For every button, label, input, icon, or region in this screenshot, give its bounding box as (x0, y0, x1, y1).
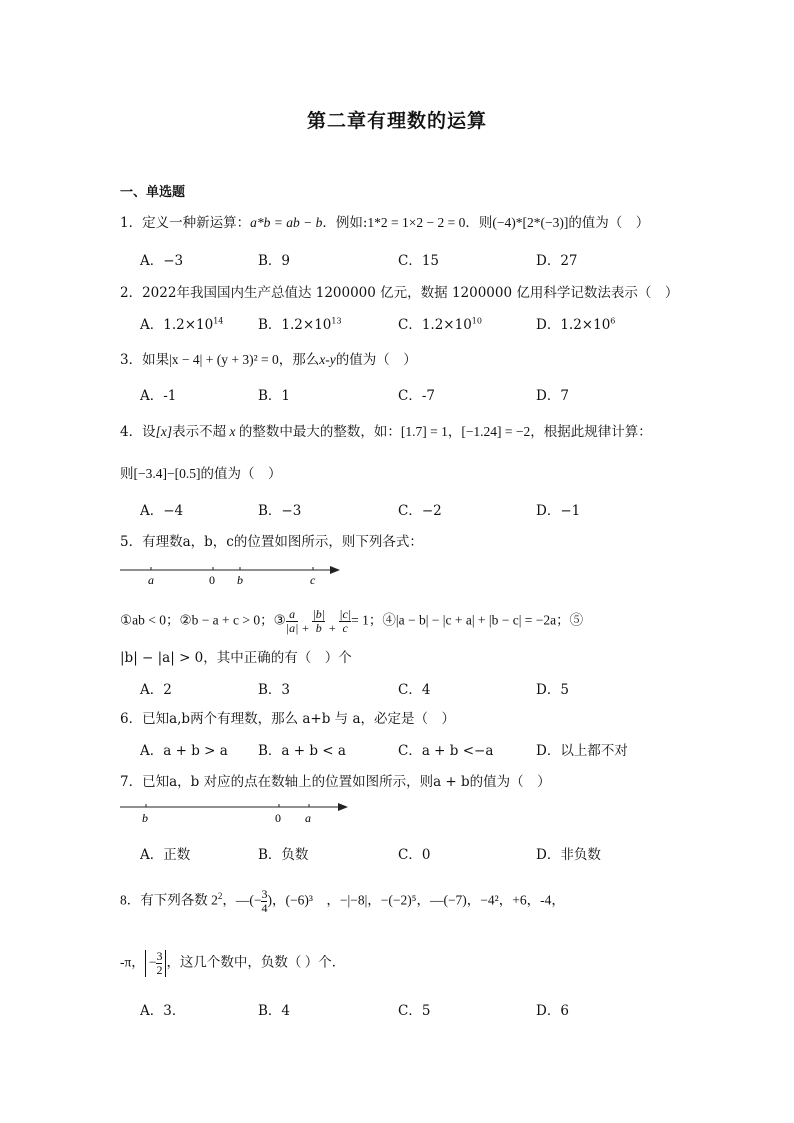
option-c[interactable]: C．0 (398, 847, 431, 863)
question-6: 6．已知a,b两个有理数，那么 a+b 与 a，必定是（ ） (120, 711, 455, 727)
arrow-head (338, 803, 348, 811)
option-b[interactable]: B．负数 (258, 847, 309, 863)
option-a[interactable]: A．−4 (140, 503, 184, 519)
axis-label-c: c (310, 573, 316, 587)
question-1: 1．定义一种新运算：a*b = ab − b．例如:1*2 = 1×2 − 2 = 0．则(−4)*[2*(−3)]的值为（ ） (120, 215, 650, 231)
option-b[interactable]: B．4 (258, 1003, 291, 1019)
axis-label-a: a (148, 573, 154, 587)
question-4-line-2: 则[−3.4]−[0.5]的值为（ ） (120, 466, 282, 482)
fraction-sum: $\frac{a}{|a|}$ + $\frac{|b|}{b}$ + $\frac{|c|}{c}$ (285, 607, 352, 635)
option-a[interactable]: A．-1 (140, 388, 177, 404)
option-a[interactable]: A．a + b > a (140, 743, 228, 759)
question-4: 4．设[x]表示不超 x 的整数中最大的整数，如：[1.7] = 1，[−1.24] = −2，根据此规律计算： (120, 424, 652, 440)
question-8-line-2: -π， − $\frac{3}{2}$ ，这几个数中，负数（ ）个． (120, 949, 346, 977)
question-2: 2．2022年我国国内生产总值达 1200000 亿元，数据 1200000 亿用科学记数法表示（ ） (120, 285, 679, 301)
option-b[interactable]: B．3 (258, 682, 291, 698)
option-c[interactable]: C．5 (398, 1003, 431, 1019)
option-a[interactable]: A．3． (140, 1003, 186, 1019)
option-a[interactable]: A．2 (140, 682, 172, 698)
option-b[interactable]: B．$1.2\times 10^{13}$ (258, 316, 342, 333)
page-title: 第二章有理数的运算 (306, 110, 487, 132)
option-b[interactable]: B．9 (258, 253, 291, 269)
axis-label-b: b (142, 811, 148, 825)
option-b[interactable]: B．−3 (258, 503, 302, 519)
question-3: 3．如果|x − 4| + (y + 3)² = 0，那么x-y的值为（ ） (120, 352, 417, 368)
option-d[interactable]: D．27 (536, 253, 578, 269)
option-a[interactable]: A．−3 (140, 253, 184, 269)
option-c[interactable]: C．15 (398, 253, 440, 269)
axis-label-b: b (237, 573, 243, 587)
question-5-line-3: |b| − |a| > 0，其中正确的有（ ）个 (120, 650, 352, 666)
number-line-q7 (118, 797, 358, 827)
q1-definition: a*b = ab − b (250, 215, 323, 230)
option-d[interactable]: D．7 (536, 388, 569, 404)
option-d[interactable]: D．非负数 (536, 847, 601, 863)
q3-expression: |x − 4| + (y + 3)² = 0 (169, 352, 279, 367)
option-d[interactable]: D．−1 (536, 503, 581, 519)
option-d[interactable]: D．以上都不对 (536, 743, 628, 759)
section-heading: 一、单选题 (120, 185, 186, 200)
q1-example: 1*2 = 1×2 − 2 = 0 (367, 215, 466, 230)
number-line-q5 (118, 560, 348, 590)
option-d[interactable]: D．6 (536, 1003, 569, 1019)
option-b[interactable]: B．1 (258, 388, 291, 404)
axis-label-a: a (305, 811, 311, 825)
option-c[interactable]: C．$1.2\times 10^{10}$ (398, 316, 482, 333)
option-c[interactable]: C．-7 (398, 388, 435, 404)
axis-label-0: 0 (209, 573, 215, 587)
arrow-head (330, 566, 340, 574)
question-8: 8．有下列各数 $2^2$，—(− $\frac{3}{4}$ )，(−6)³ ，−|−8|，−(−2)⁵，—(−7)，−4²，+6，-4， (120, 887, 565, 915)
axis-label-0: 0 (275, 811, 281, 825)
question-5-statements: ①ab < 0；②b − a + c > 0；③ $\frac{a}{|a|}$ + $\frac{|b|}{b}$ + $\frac{|c|}{c}$ = 1；④|a − b| − |c + a| + |b − c| = −2a；⑤ (120, 607, 584, 635)
option-b[interactable]: B．a + b < a (258, 743, 346, 759)
option-c[interactable]: C．−2 (398, 503, 442, 519)
option-c[interactable]: C．a + b <−a (398, 743, 494, 759)
option-c[interactable]: C．4 (398, 682, 431, 698)
question-5: 5．有理数a，b，c的位置如图所示，则下列各式： (120, 534, 423, 550)
option-a[interactable]: A．正数 (140, 847, 191, 863)
option-a[interactable]: A．$1.2\times 10^{14}$ (140, 316, 224, 333)
option-d[interactable]: D．5 (536, 682, 569, 698)
q1-expression: (−4)*[2*(−3)] (492, 215, 569, 230)
question-7: 7．已知a，b 对应的点在数轴上的位置如图所示，则a + b的值为（ ） (120, 774, 551, 790)
option-d[interactable]: D．$1.2\times 10^6$ (536, 316, 616, 333)
